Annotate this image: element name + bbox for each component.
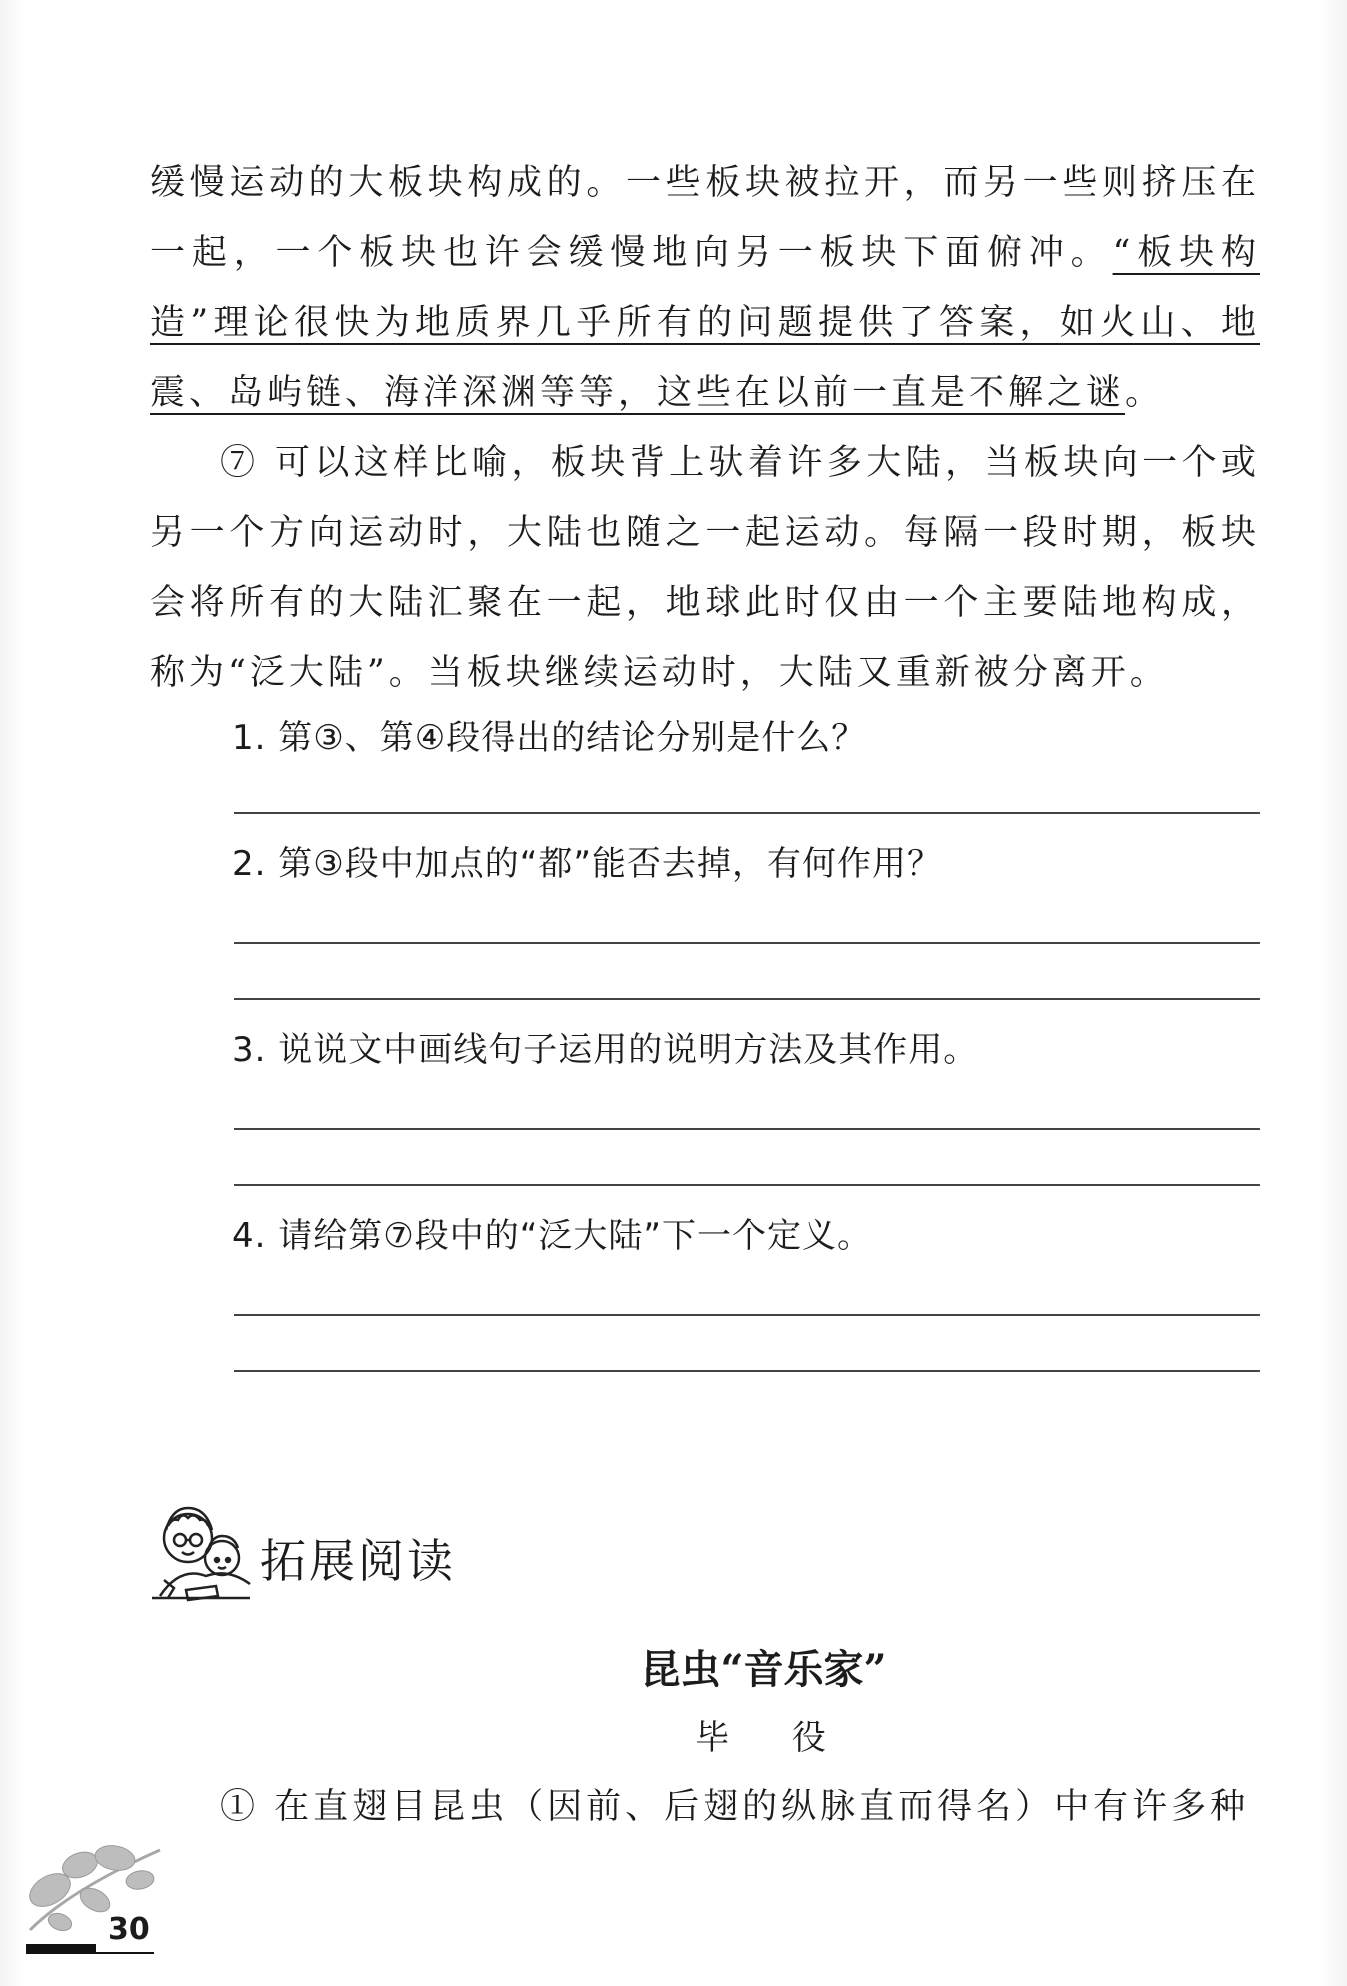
page-number: 30 [108, 1912, 150, 1947]
article-author: 毕 役 [695, 1718, 852, 1758]
paragraph-6-text: 缓慢运动的大板块构成的。一些板块被拉开，而另一些则挤压在一起，一个板块也许会缓慢地向另一板块下面俯冲。 [150, 163, 1260, 273]
underlined-sentence: “板块构造”理论很快为地质界几乎所有的问题提供了答案，如火山、地震、岛屿链、海洋深渊等等，这些在以前一直是不解之谜 [150, 233, 1260, 413]
answer-line[interactable] [234, 1184, 1260, 1186]
article-paragraph-1: ① 在直翅目昆虫（因前、后翅的纵脉直而得名）中有许多种 [220, 1787, 1250, 1827]
question-1: 1. 第③、第④段得出的结论分别是什么？ [232, 718, 867, 758]
paragraph-7: ⑦ 可以这样比喻，板块背上驮着许多大陆，当板块向一个或另一个方向运动时，大陆也随之一起运动。每隔一段时期，板块会将所有的大陆汇聚在一起，地球此时仅由一个主要陆地构成，称为“泛大陆”。当板块继续运动时，大陆又重新被分离开。 [150, 443, 1260, 693]
answer-line[interactable] [234, 1370, 1260, 1372]
paragraph-6-end: 。 [1125, 373, 1165, 413]
answer-line[interactable] [234, 812, 1260, 814]
paragraph-6-continuation [150, 148, 1260, 428]
question-4: 4. 请给第⑦段中的“泛大陆”下一个定义。 [232, 1216, 872, 1256]
question-3: 3. 说说文中画线句子运用的说明方法及其作用。 [232, 1030, 979, 1070]
extension-reading-title: 拓展阅读 [260, 1534, 456, 1588]
answer-line[interactable] [234, 998, 1260, 1000]
question-list [232, 708, 1260, 1372]
reading-passage [150, 148, 1260, 708]
article-title: 昆虫“音乐家” [640, 1646, 887, 1693]
question-2: 2. 第③段中加点的“都”能否去掉，有何作用？ [232, 844, 942, 884]
reading-kids-icon [146, 1500, 256, 1610]
extension-reading-header [146, 1500, 456, 1610]
